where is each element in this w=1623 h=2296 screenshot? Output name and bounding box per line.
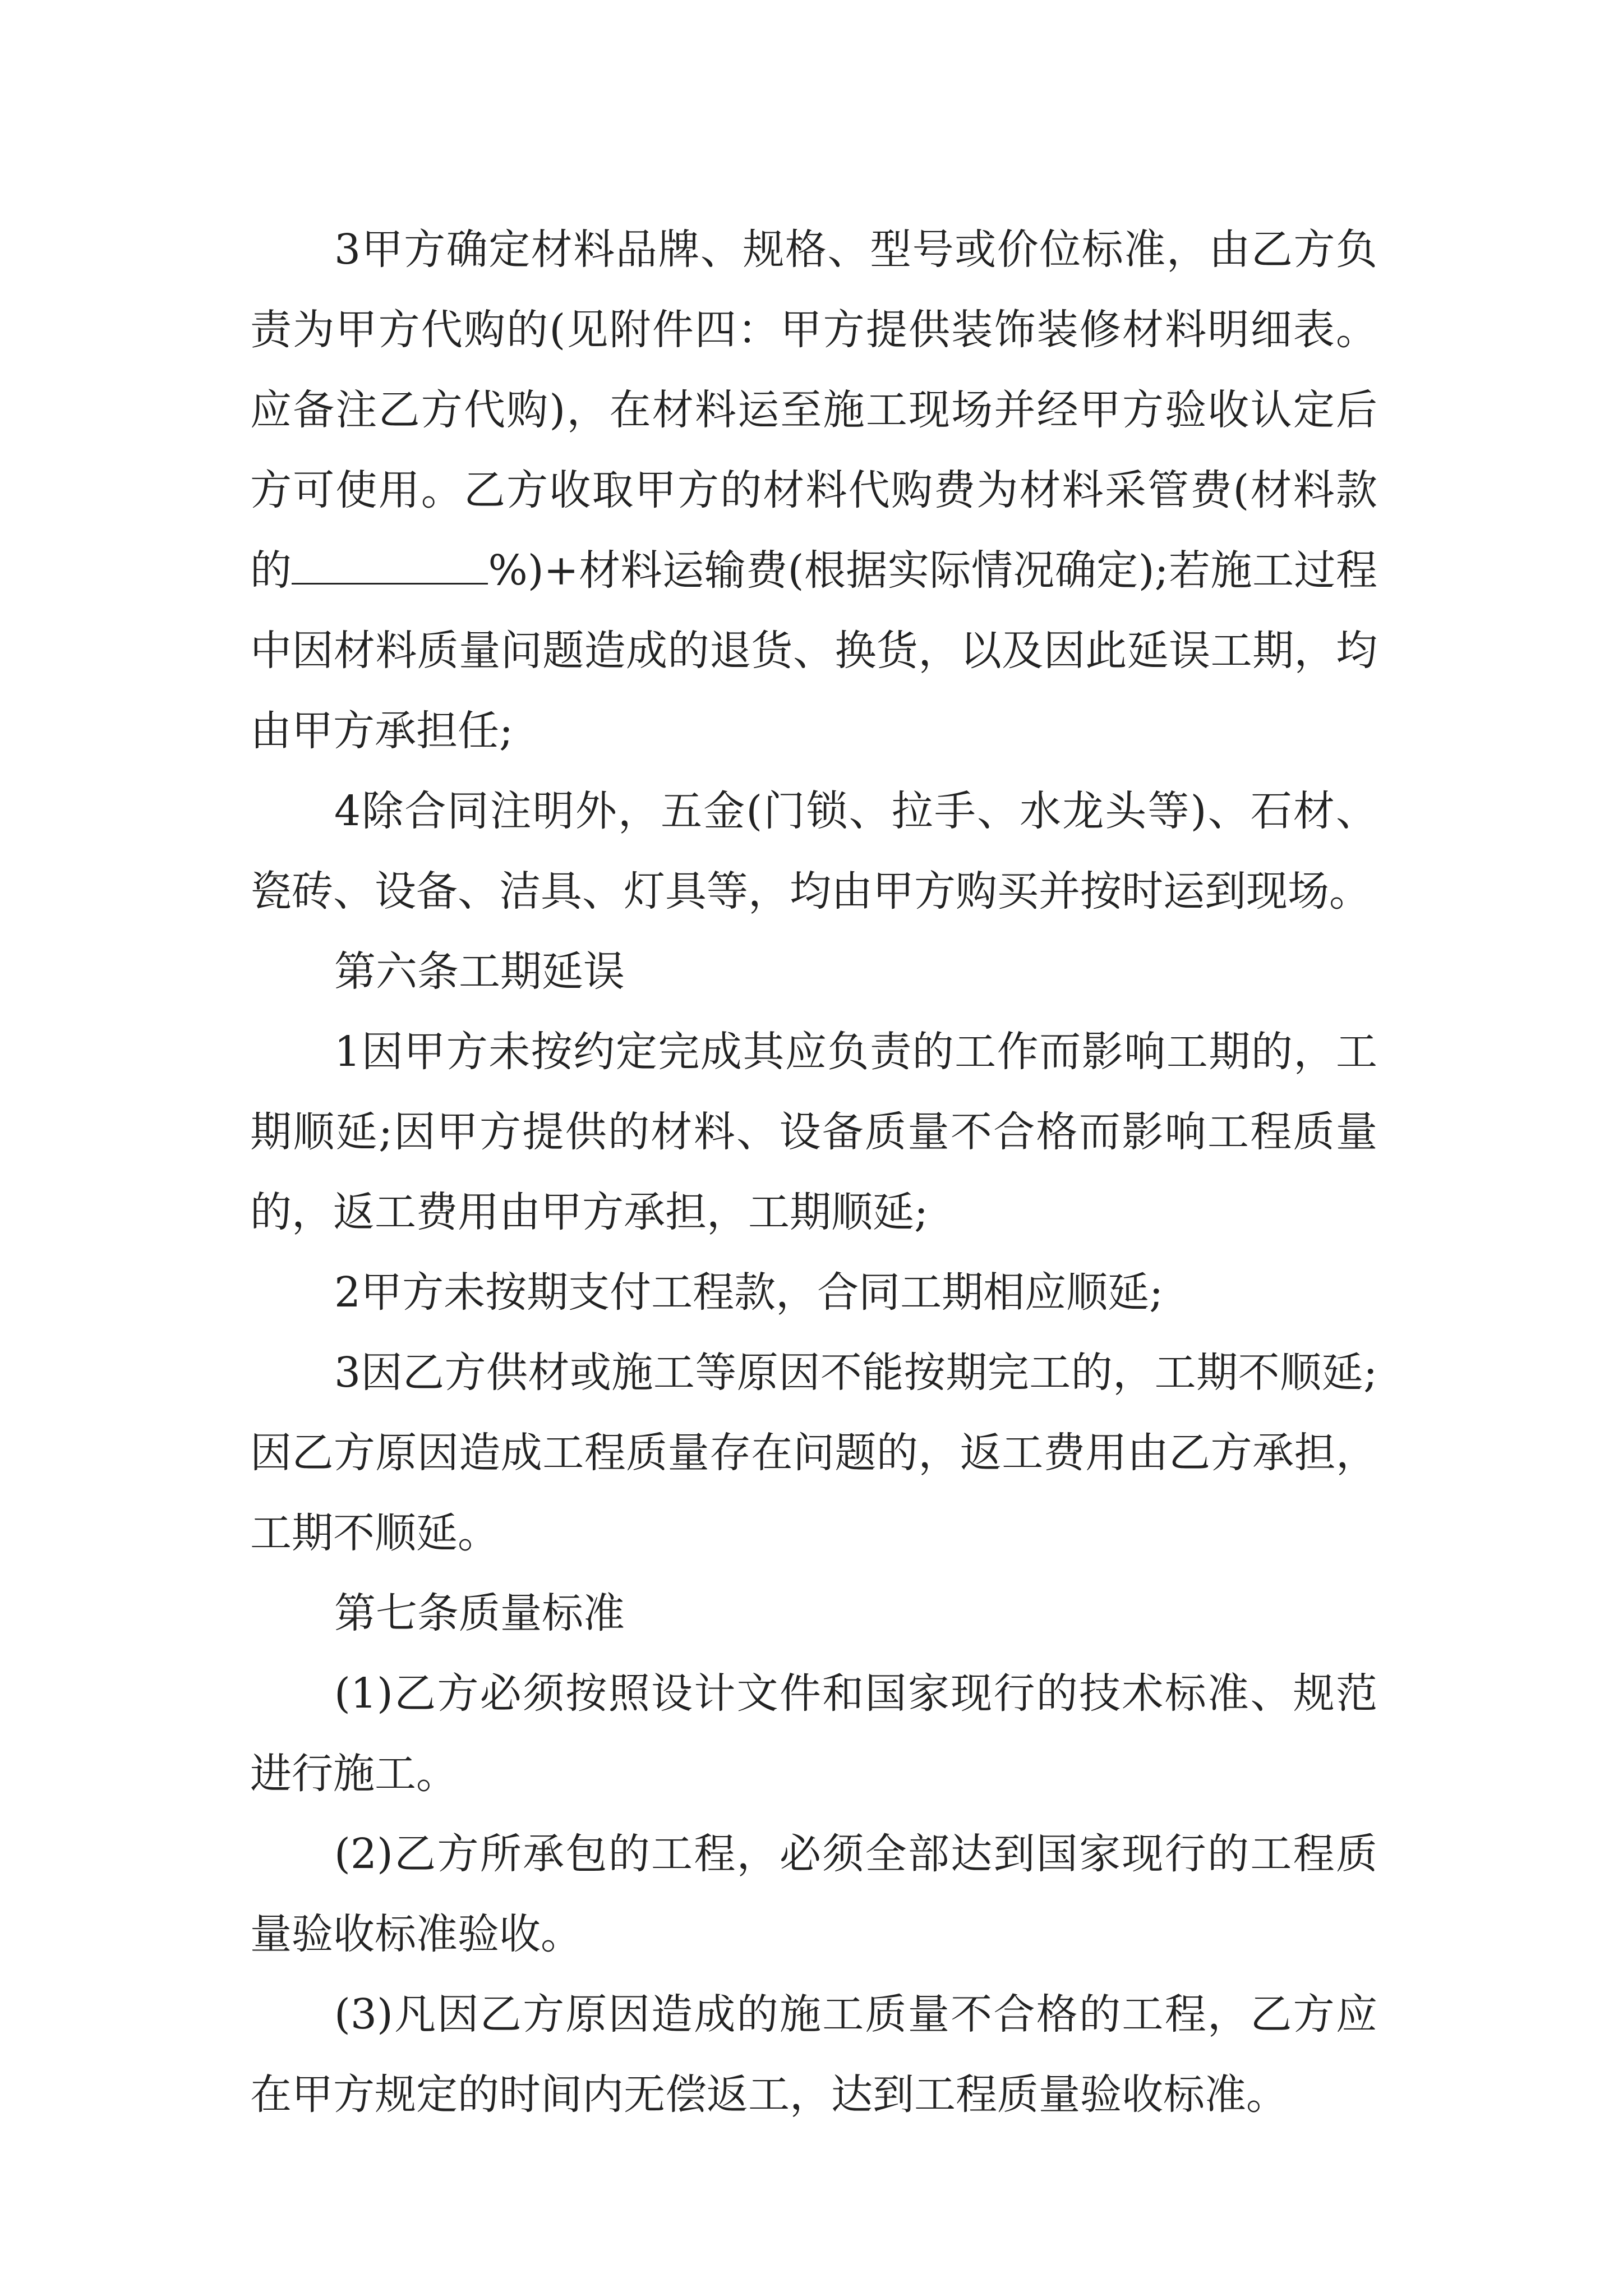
paragraph-article-7-item-2: (2)乙方所承包的工程，必须全部达到国家现行的工程质量验收标准验收。 [250,1830,1377,1958]
document-page [250,210,1377,2135]
article-7-heading: 第七条质量标准 [334,1589,625,1637]
paragraph-text-after-blank: %)+材料运输费(根据实际情况确定);若施工过程中因材料质量问题造成的退货、换货，以及因此延误工期，均由甲方承担任; [250,546,1378,755]
paragraph-article-7-item-3: (3)凡因乙方原因造成的施工质量不合格的工程，乙方应在甲方规定的时间内无偿返工，达到工程质量验收标准。 [250,1990,1377,2119]
paragraph-text-before-blank: 3甲方确定材料品牌、规格、型号或价位标准，由乙方负责为甲方代购的(见附件四：甲方提供装饰装修材料明细表。应备注乙方代购)，在材料运至施工现场并经甲方验收认定后方可使用。乙方收取甲方的材料代购费为材料采管费(材料款的 [250,226,1377,595]
article-6-heading: 第六条工期延误 [334,947,625,996]
paragraph-article-7-item-1: (1)乙方必须按照设计文件和国家现行的技术标准、规范进行施工。 [250,1669,1377,1798]
paragraph-material-purchase [250,210,1377,771]
paragraph-article-6-item-3: 3因乙方供材或施工等原因不能按期完工的，工期不顺延;因乙方原因造成工程质量存在问题的，返工费用由乙方承担，工期不顺延。 [250,1349,1377,1557]
paragraph-article-6-item-1: 1因甲方未按约定完成其应负责的工作而影响工期的，工期顺延;因甲方提供的材料、设备质量不合格而影响工程质量的，返工费用由甲方承担，工期顺延; [250,1028,1377,1236]
paragraph-article-6-item-2: 2甲方未按期支付工程款，合同工期相应顺延; [334,1268,1164,1317]
paragraph-hardware-purchase: 4除合同注明外，五金(门锁、拉手、水龙头等)、石材、瓷砖、设备、洁具、灯具等，均由甲方购买并按时运到现场。 [250,787,1377,915]
fill-in-blank-percentage [292,549,488,585]
